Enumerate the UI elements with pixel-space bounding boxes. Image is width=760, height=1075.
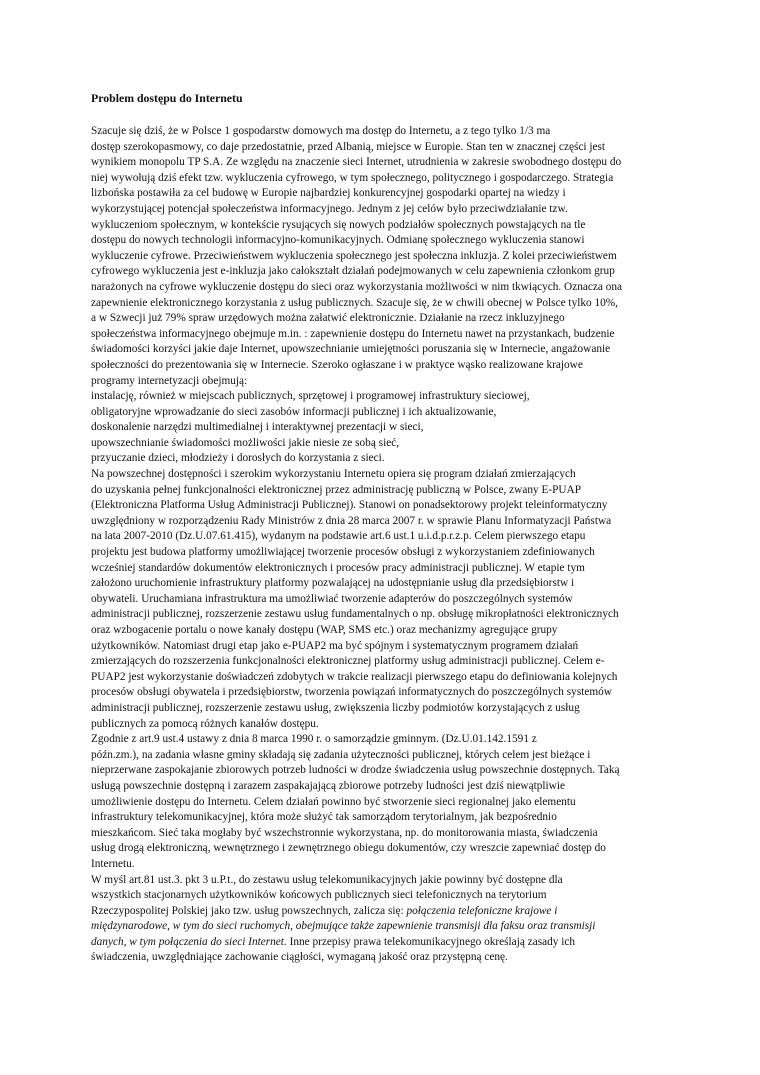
text-line: Szacuje się dziś, że w Polsce 1 gospodarstw domowych ma dostęp do Internetu, a z tego tylko 1/3 ma [91,125,551,137]
text-line: Internetu. [91,857,135,870]
text-line: Zgodnie z art.9 ust.4 ustawy z dnia 8 marca 1990 r. o samorządzie gminnym. (Dz.U.01.142.1591 z [91,733,537,746]
text-line: lizbońska postawiła za cel budowę w Europie najbardziej konkurencyjnej gospodarki opartej na wiedzy i [91,187,566,200]
text-line: przyuczanie dzieci, młodzieży i dorosłych do korzystania z sieci. [91,452,385,465]
text-line-mixed [91,935,669,951]
text-line: usługą powszechnie dostępną i zarazem zaspakajającą zbiorowe potrzeby ludności jest dziś niewątpliwie [91,779,565,792]
text-run: Rzeczypospolitej Polskiej jako tzw. usług powszechnych, zalicza się: [91,904,407,917]
text-line: (Elektroniczna Platforma Usług Administracji Publicznej). Stanowi on ponadsektorowy projekt teleinformatyczny [91,499,608,512]
document-body-mixed [91,904,669,951]
text-line: wynikiem monopolu TP S.A. Ze względu na znaczenie sieci Internet, utrudnienia w zakresie swobodnego dostępu do [91,156,622,169]
italic-text-run: połączenia telefoniczne krajowe i [406,904,558,917]
text-run: Inne przepisy prawa telekomunikacyjnego określają zasady ich [286,935,576,948]
text-line: późn.zm.), na zadania własne gminy składają się zadania użyteczności publicznej, których celem jest bieżące i [91,748,591,761]
text-line: infrastruktury telekomunikacyjnej, która może służyć tak samorządom terytorialnym, jak bezpośrednio [91,811,557,824]
text-line: procesów obsługi obywatela i przedsiębiorstw, tworzenia powiązań informatycznych do poszczególnych systemów [91,686,612,699]
text-line: administracji publicznej, rozszerzenie zestawu usług, zwiększenia liczby podmiotów korzystających z usług [91,701,580,714]
text-line: wykorzystującej potencjał społeczeństwa informacyjnego. Jednym z jej celów było przeciwdziałanie tzw. [91,202,568,215]
document-title: Problem dostępu do Internetu [91,91,243,105]
text-line: upowszechnianie świadomości możliwości jakie niesie ze sobą sieć, [91,436,400,449]
text-line: uwzględniony w rozporządzeniu Rady Ministrów z dnia 28 marca 2007 r. w sprawie Planu Informatyzacji Państwa [91,514,612,527]
text-line: społeczeństwa informacyjnego obejmuje m.in. : zapewnienie dostępu do Internetu nawet na przystankach, budzenie [91,327,615,340]
text-line: mieszkańcom. Sieć taka mogłaby być wszechstronnie wykorzystana, np. do monitorowania miasta, świadczenia [91,826,598,839]
text-line: wykluczeniom społecznym, w kontekście rysujących się nowych podziałów społecznych powstających na tle [91,218,586,231]
text-line: a w Szwecji już 79% spraw urzędowych można załatwić elektronicznie. Działanie na rzecz inkluzyjnego [91,312,565,325]
document-body [91,124,669,904]
text-line: społeczności do prezentowania się w Internecie. Szeroko ogłaszane i w praktyce wąsko realizowane krajowe [91,358,583,371]
text-line: zapewnienie elektronicznego korzystania z usług publicznych. Szacuje się, że w chwili obecnej w Polsce tylko 10%, [91,296,619,309]
text-line: świadomości korzyści jakie daje Internet, upowszechnianie umiejętności poruszania się w Internecie, angażowanie [91,343,611,356]
text-line: na lata 2007-2010 (Dz.U.07.61.415), wydanym na podstawie art.6 ust.1 u.i.d.p.r.z.p. Celem pierwszego etapu [91,530,586,543]
text-line: zmierzających do rozszerzenia funkcjonalności elektronicznej platformy usług administracji publicznej. Celem e- [91,655,605,668]
text-line: instalację, również w miejscach publicznych, sprzętowej i programowej infrastruktury sieciowej, [91,390,530,403]
text-line: cyfrowego wykluczenia jest e-inkluzja jako całokształt działań podejmowanych w celu zapewnienia członkom grup [91,265,615,278]
text-line: do uzyskania pełnej funkcjonalności elektronicznej przez administrację publiczną w Polsce, zwany E-PUAP [91,483,581,496]
text-line: usług drogą elektroniczną, wewnętrznego i zewnętrznego obiegu dokumentów, czy wreszcie zapewniać dostęp do [91,842,606,855]
italic-text-run: międzynarodowe, w tym do sieci ruchomych, obejmujące także zapewnienie transmisji dla faksu oraz transmisji [91,920,596,933]
text-line: dostęp szerokopasmowy, co daje przedostatnie, przed Albanią, miejsce w Europie. Stan ten w znacznej części jest [91,140,606,153]
italic-text-run: danych, w tym połączenia do sieci Internet. [91,935,287,948]
text-line: oraz wzbogacenie portalu o nowe kanały dostępu (WAP, SMS etc.) oraz mechanizmy agregujące grupy [91,624,558,636]
text-line: obligatoryjne wprowadzanie do sieci zasobów informacji publicznej i ich aktualizowanie, [91,405,497,418]
document-content [91,91,669,966]
text-line: projektu jest budowa platformy umożliwiającej tworzenie procesów obsługi z wykorzystaniem zdefiniowanych [91,546,595,559]
text-line: W myśl art.81 ust.3. pkt 3 u.P.t., do zestawu usług telekomunikacyjnych jakie powinny być dostępne dla [91,873,563,886]
text-line: programy internetyzacji obejmują: [91,374,248,387]
text-line-final: świadczenia, uwzględniające zachowanie ciągłości, wymaganą jakość oraz przystępną cenę. [91,951,508,964]
text-line: publicznych za pomocą różnych kanałów dostępu. [91,717,319,730]
text-line: administracji publicznej, rozszerzenie zestawu usług fundamentalnych o np. obsługę mikropłatności elektronicznych [91,608,619,621]
text-line-mixed [91,904,669,920]
text-line: narażonych na cyfrowe wykluczenie dostępu do sieci oraz wykorzystania możliwości w nim tkwiących. Oznacza ona [91,280,623,293]
text-line: wykluczenie cyfrowe. Przeciwieństwem wykluczenia społecznego jest społeczna inkluzja. Z kolei przeciwieństwem [91,249,617,262]
text-line: PUAP2 jest wykorzystanie doświadczeń zdobytych w trakcie realizacji pierwszego etapu do definiowania kolejnych [91,670,618,683]
text-line-mixed [91,919,669,935]
text-line: dostępu do nowych technologii informacyjno-komunikacyjnych. Odmianę społecznego wykluczenia stanowi [91,234,585,247]
text-line: wszystkich stacjonarnych użytkowników końcowych publicznych sieci telefonicznych na terytorium [91,889,547,902]
text-line: obywateli. Uruchamiana infrastruktura ma umożliwiać tworzenie adapterów do poszczególnych systemów [91,592,573,605]
text-line: założono uruchomienie infrastruktury platformy pozwalającej na udostępnianie usług dla przedsiębiorstw i [91,577,575,590]
text-line: niej wywołują dziś efekt tzw. wykluczenia cyfrowego, w tym społecznego, politycznego i gospodarczego. Strategia [91,171,614,184]
text-line: wcześniej standardów dokumentów elektronicznych i procesów pracy administracji publicznej. W etapie tym [91,561,585,574]
text-line: umożliwienie dostępu do Internetu. Celem działań powinno być stworzenie sieci regionalnej jako elementu [91,795,576,808]
text-line: doskonalenie narzędzi multimedialnej i interaktywnej prezentacji w sieci, [91,421,424,434]
text-line: użytkowników. Natomiast drugi etap jako e-PUAP2 ma być spójnym i systematycznym programem działań [91,639,579,652]
text-line: Na powszechnej dostępności i szerokim wykorzystaniu Internetu opiera się program działań zmierzających [91,468,576,481]
text-line: nieprzerwane zaspokajanie zbiorowych potrzeb ludności w drodze świadczenia usług powszechnie dostępnych. Taką [91,764,620,777]
